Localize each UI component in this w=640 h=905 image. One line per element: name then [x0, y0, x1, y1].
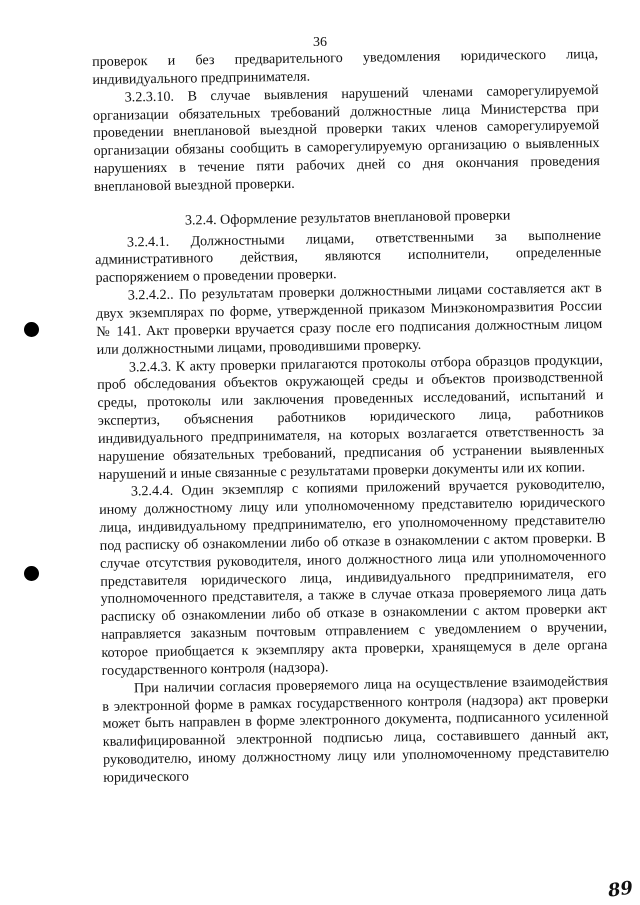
paragraph-3-2-4-2: 3.2.4.2.. По результатам проверки должностными лицами составляется акт в двух экземплярах по форме, утвержденной приказом Минэкономразвития России № 141. Акт проверки вручается сразу после его подписания должностным лицом или должностными лицами, проводившими проверку.: [95, 280, 603, 358]
document-body: [92, 46, 609, 788]
paragraph-3-2-4-1: 3.2.4.1. Должностными лицами, ответственными за выполнение административного действия, являются исполнители, определенные распоряжением о проведении проверки.: [95, 226, 602, 287]
paragraph-electronic-form: При наличии согласия проверяемого лица на осуществление взаимодействия в электронной форме в рамках государственного контроля (надзора) акт проверки может быть направлен в форме электронного документа, подписанного усиленной квалифицированной электронной подписью лица, составившего данный акт, руководителю, иному должностному лицу или уполномоченному представителю юридического: [102, 672, 610, 786]
paragraph-continuation: проверок и без предварительного уведомления юридического лица, индивидуального предпринимателя.: [92, 46, 599, 88]
paragraph-3-2-3-10: 3.2.3.10. В случае выявления нарушений членами саморегулируемой организации обязательных требований должностные лица Министерства при проведении внеплановой выездной проверки таких членов саморегулируемой организации обязаны сообщить в саморегулируемую организацию о выявленных нарушениях в течение пяти рабочих дней со дня окончания проведения внеплановой выездной проверки.: [92, 81, 600, 195]
section-heading: 3.2.4. Оформление результатов внеплановой проверки: [184, 207, 511, 229]
punch-hole-bottom: [24, 566, 39, 581]
paragraph-3-2-4-3: 3.2.4.3. К акту проверки прилагаются протоколы отбора образцов продукции, проб обследования объектов окружающей среды и объектов производственной среды, протоколы или заключения проведенных исследований, испытаний и экспертиз, объяснения работников юридического лица, работников индивидуального предпринимателя, на которых возлагается ответственность за нарушение обязательных требований, предписания об устранении выявленных нарушений и иные связанные с результатами проверки документы или их копии.: [97, 351, 605, 483]
punch-hole-top: [24, 322, 39, 337]
handwritten-page-mark: 89: [606, 877, 635, 902]
paragraph-3-2-4-4: 3.2.4.4. Один экземпляр с копиями приложений вручается руководителю, иному должностному лицу или уполномоченному представителю юридического лица, индивидуальному предпринимателю, его уполномоченному представителю под расписку об ознакомлении либо об отказе в ознакомлении с актом проверки. В случае отсутствия руководителя, иного должностного лица или уполномоченного представителя юридического лица, индивидуального предпринимателя, его уполномоченного представителя, а также в случае отказа проверяемого лица дать расписку об ознакомлении либо об отказе в ознакомлении с актом проверки акт направляется заказным почтовым отправлением с уведомлением о вручении, которое приобщается к экземпляру акта проверки, хранящемуся в деле органа государственного контроля (надзора).: [99, 476, 608, 679]
page-number: 36: [313, 35, 327, 50]
